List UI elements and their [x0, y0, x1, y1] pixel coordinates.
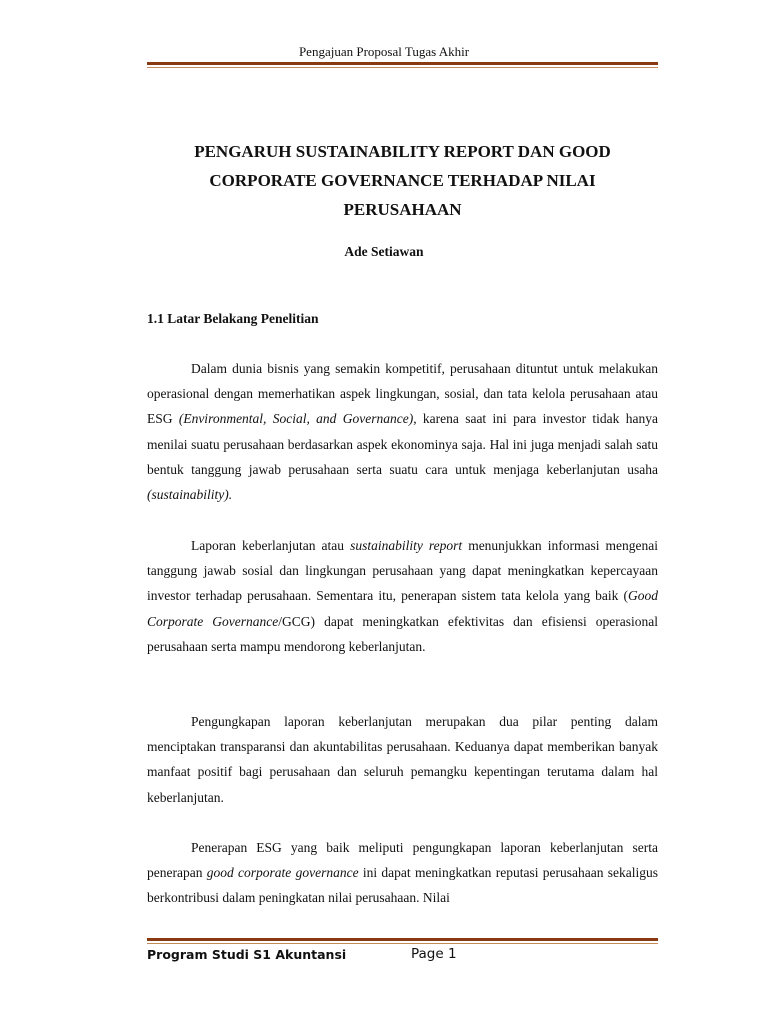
footer-program: Program Studi S1 Akuntansi	[147, 947, 347, 962]
footer-page-number: Page 1	[411, 946, 457, 962]
paragraph-3	[147, 709, 658, 810]
footer-rule	[147, 938, 658, 944]
paragraph-3-text-1: Pengungkapan laporan keberlanjutan merupakan dua pilar penting dalam menciptakan transparansi dan akuntabilitas perusahaan. Keduanya dapat memberikan banyak manfaat positif bagi perusahaan dan seluruh pemangku kepentingan terutama dalam hal keberlanjutan.	[147, 714, 658, 805]
paragraph-2-text-3: /GCG) dapat meningkatkan efektivitas dan efisiensi operasional perusahaan serta mampu mendorong keberlanjutan.	[147, 613, 658, 654]
paragraph-4	[147, 835, 658, 911]
paragraph-1-italic-1: (Environmental, Social, and Governance)	[178, 411, 414, 427]
paragraph-2	[147, 533, 658, 659]
section-heading: 1.1 Latar Belakang Penelitian	[147, 311, 319, 326]
paragraph-2-text-2: menunjukkan informasi mengenai tanggung jawab sosial dan lingkungan perusahaan yang dapat meningkatkan kepercayaan investor terhadap perusahaan. Sementara itu, penerapan sistem tata kelola yang baik (	[147, 538, 658, 604]
paragraph-2-italic-2: Good Corporate Governance	[147, 588, 658, 629]
paragraph-1	[147, 356, 658, 507]
paragraph-1-text-1: Dalam dunia bisnis yang semakin kompetitif, perusahaan dituntut untuk melakukan operasional dengan memerhatikan aspek lingkungan, sosial, dan tata kelola perusahaan atau ESG	[147, 361, 658, 427]
header-rule-thin	[147, 67, 658, 68]
title-line-1: PENGARUH SUSTAINABILITY REPORT DAN GOOD	[194, 142, 611, 161]
paragraph-2-italic-1: sustainability report	[350, 538, 463, 553]
paragraph-2-text-1: Laporan keberlanjutan atau	[191, 538, 351, 553]
header-rule	[147, 62, 658, 68]
title-line-3: PERUSAHAAN	[343, 200, 462, 219]
paragraph-4-text-1: Penerapan ESG yang baik meliputi pengungkapan laporan keberlanjutan serta penerapan	[147, 840, 658, 881]
paragraph-4-italic-1: good corporate governance	[206, 865, 359, 881]
paragraph-4-text-2: ini dapat meningkatkan reputasi perusahaan sekaligus berkontribusi dalam peningkatan nilai perusahaan. Nilai	[147, 865, 658, 906]
footer-rule-thin	[147, 943, 658, 944]
document-title	[147, 137, 658, 224]
running-header: Pengajuan Proposal Tugas Akhir	[298, 44, 470, 59]
paragraph-1-italic-2: (sustainability).	[147, 487, 233, 503]
title-line-2: CORPORATE GOVERNANCE TERHADAP NILAI	[209, 171, 596, 190]
paragraph-1-text-2: , karena saat ini para investor tidak hanya menilai suatu perusahaan berdasarkan aspek ekonominya saja. Hal ini juga menjadi salah satu bentuk tanggung jawab perusahaan serta suatu cara untuk menjaga keberlanjutan usaha	[147, 411, 658, 477]
author-name: Ade Setiawan	[344, 244, 424, 259]
